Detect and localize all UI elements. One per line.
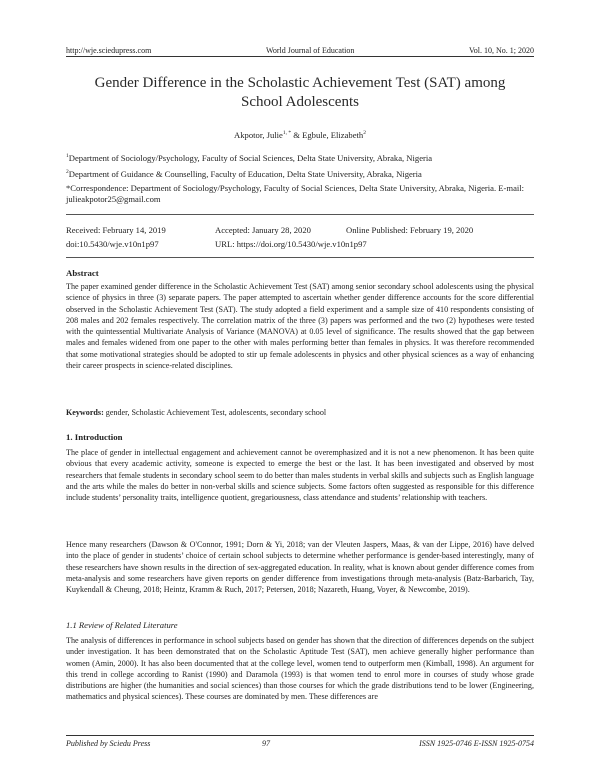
keywords-text: gender, Scholastic Achievement Test, adolescents, secondary school	[105, 408, 327, 417]
paper-title	[70, 74, 530, 112]
intro-heading: 1. Introduction	[66, 432, 123, 442]
affiliation-1-mark: 1	[66, 153, 69, 159]
author-2-mark: 2	[363, 130, 366, 137]
published-date: Online Published: February 19, 2020	[346, 225, 474, 235]
received-date: Received: February 14, 2019	[66, 225, 166, 235]
doi-url[interactable]: URL: https://doi.org/10.5430/wje.v10n1p97	[215, 239, 367, 249]
abstract-text: The paper examined gender difference in the Scholastic Achievement Test (SAT) among senior secondary school adolescents using the physical science of physics in three (3) separate papers. The paper attempted to ascertain whether gender difference accounts for the score differential observed in the Scholastic Achievement Test (SAT). The study adopted a field experiment and a sample size of 410 respondents consisting of 208 males and 202 females respectively. The correlation matrix of the three (3) papers was performed and the two (2) hypotheses were tested with the quintessential Multivariate Analysis of Variance (MANOVA) at 0.05 level of significance. The results showed that the gap between males and females widened from one paper to the other with males performing better than females in physics. It was therefore recommended that some motivational strategies should be adopted to stir up female adolescents in physics and other physical sciences as a way of enhancing their career prospects in science-related disciplines.	[66, 282, 534, 371]
journal-name: World Journal of Education	[265, 45, 355, 55]
volume-info: Vol. 10, No. 1; 2020	[469, 45, 534, 55]
author-1: Akpotor, Julie	[234, 130, 283, 140]
header-rule	[66, 56, 534, 57]
title-line-2: School Adolescents	[241, 94, 359, 110]
running-header	[66, 44, 534, 56]
author-2: Egbule, Elizabeth	[302, 130, 364, 140]
doi-row	[66, 239, 534, 250]
footer-rule	[66, 735, 534, 736]
title-line-1: Gender Difference in the Scholastic Achievement Test (SAT) among	[94, 75, 506, 91]
dates-row	[66, 225, 534, 236]
author-1-marks: 1, *	[282, 130, 292, 137]
affiliation-2-text: Department of Guidance & Counselling, Faculty of Education, Delta State University, Abraka, Nigeria	[68, 168, 422, 179]
author-separator: &	[293, 130, 300, 140]
page-footer	[66, 739, 534, 751]
divider-top	[66, 214, 534, 215]
publisher: Published by Sciedu Press	[66, 739, 151, 748]
keywords-label: Keywords:	[66, 408, 104, 417]
doi[interactable]: doi:10.5430/wje.v10n1p97	[66, 239, 159, 249]
intro-paragraph-1: The place of gender in intellectual engagement and achievement cannot be overemphasized and it is not a new phenomenon. It has been quite obvious that every academic activity, someone is expected to emerge the best or the last. It has been investigated and observed by most researchers that female students in secondary school seem to do better than males students in verbal skills and subjects such as English language and the arts while the males do better in non-verbal skills and science subjects. Some factors often suggested as responsible for this difference include students’ personality traits, intelligence quotient, gregariousness, class attendance and students’ relationship with teachers.	[66, 448, 534, 503]
affiliation-1	[66, 151, 534, 164]
journal-url[interactable]: http://wje.sciedupress.com	[66, 45, 152, 55]
affiliation-2	[66, 167, 534, 180]
author-list	[66, 130, 534, 140]
divider-bottom	[66, 257, 534, 258]
review-heading: 1.1 Review of Related Literature	[66, 620, 178, 630]
affiliation-2-mark: 2	[66, 169, 69, 175]
affiliation-1-text: Department of Sociology/Psychology, Faculty of Social Sciences, Delta State University, Abraka, Nigeria	[68, 152, 433, 163]
review-paragraph-1: The analysis of differences in performance in school subjects based on gender has shown that the direction of differences depends on the subject under investigation. It has been demonstrated that on the Scholastic Aptitude Test (SAT), men achieve generally higher performance than women (Amin, 2000). It has also been documented that at the college level, women tend to outperform men (Kimball, 1998). An argument for this trend in college according to Ranist (1990) and Daramola (1993) is that women tend to enrol more in courses of study whose grade distributions are higher (the humanities and social sciences) than those courses for which the grade distributions tend to be lower (Engineering, mathematics and physical sciences). These courses are dominated by men. These differences are	[66, 636, 534, 702]
issn: ISSN 1925-0746 E-ISSN 1925-0754	[419, 739, 534, 748]
accepted-date: Accepted: January 28, 2020	[215, 225, 311, 235]
correspondence: *Correspondence: Department of Sociology/Psychology, Faculty of Social Sciences, Delta State University, Abraka, Nigeria. E-mail: julieakpotor25@gmail.com	[66, 183, 525, 205]
intro-paragraph-2: Hence many researchers (Dawson & O'Connor, 1991; Dorn & Yi, 2018; van der Vleuten Jaspers, Maas, & van der Lippe, 2016) have delved into the place of gender in students’ choice of certain school subjects to determine whether performance is gender-based interestingly, many of these researchers have shown results in the direction of sex-aggregated education. In reality, what is known about gender difference comes from meta-analysis and some researchers have given reports on gender difference from investigations through meta-analysis (Batz-Barbarich, Tay, Kuykendall & Cheung, 2018; Heintz, Kramm & Ruch, 2017; Petersen, 2018; Nazareth, Huang, Voyer, & Newcombe, 2019).	[66, 540, 534, 595]
page-number: 97	[262, 739, 270, 748]
abstract-heading: Abstract	[66, 268, 99, 278]
keywords	[66, 407, 534, 418]
